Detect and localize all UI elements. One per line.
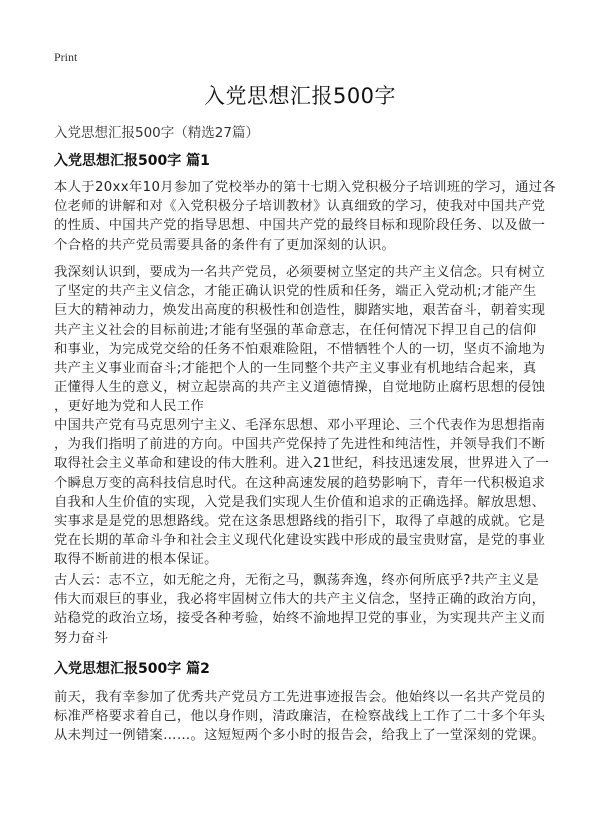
- text-line: 我深刻认识到，要成为一名共产党员，必须要树立坚定的共产主义信念。只有树立: [54, 265, 546, 280]
- text-line: 巨大的精神动力，焕发出高度的积极性和创造性，脚踏实地，艰苦奋斗，朝着实现: [54, 303, 546, 319]
- text-line: 本人于20xx年10月参加了党校举办的第十七期入党积极分子培训班的学习，通过各: [54, 180, 557, 195]
- section-heading-2: 入党思想汇报500字 篇2: [54, 661, 210, 677]
- text-line: 了坚定的共产主义信念，才能正确认识党的性质和任务，端正入党动机;才能产生: [54, 284, 537, 300]
- text-line: 从未判过一例错案……。这短短两个多小时的报告会，给我上了一堂深刻的党课。: [54, 728, 546, 744]
- text-line: 共产主义事业而奋斗;才能把个人的一生同整个共产主义事业有机地结合起来，真: [54, 360, 537, 376]
- text-line: 自我和人生价值的实现，入党是我们实现人生价值和追求的正确选择。解放思想、: [54, 494, 546, 510]
- text-line: 和事业，为完成党交给的任务不怕艰难险阻，不惜牺牲个人的一切，坚贞不渝地为: [54, 341, 546, 357]
- section-heading-1: 入党思想汇报500字 篇1: [54, 153, 210, 169]
- text-line: 伟大而艰巨的事业，我必将牢固树立伟大的共产主义信念，坚持正确的政治方向，: [54, 592, 546, 608]
- text-line: 个合格的共产党员需要具备的条件有了更加深刻的认识。: [54, 237, 396, 253]
- text-line: 努力奋斗: [54, 630, 109, 646]
- text-line: 前天，我有幸参加了优秀共产党员方工先进事迹报告会。他始终以一名共产党员的: [54, 690, 546, 705]
- text-line: 个瞬息万变的高科技信息时代。在这种高速发展的趋势影响下，青年一代积极追求: [54, 475, 546, 491]
- text-line: ，为我们指明了前进的方向。中国共产党保持了先进性和纯洁性，并领导我们不断: [54, 437, 546, 453]
- text-line: 取得不断前进的根本保证。: [54, 552, 218, 568]
- text-line: 共产主义社会的目标前进;才能有坚强的革命意志，在任何情况下捍卫自己的信仰: [54, 322, 537, 338]
- text-line: 取得社会主义革命和建设的伟大胜利。进入21世纪，科技迅速发展，世界进入了一: [54, 456, 550, 472]
- paragraph: [54, 416, 554, 570]
- text-line: 党在长期的革命斗争和社会主义现代化建设实践中形成的最宝贵财富，是党的事业: [54, 533, 546, 549]
- paragraph: [54, 688, 554, 746]
- paragraph: [54, 263, 554, 417]
- print-label: Print: [54, 50, 78, 64]
- document-subtitle: 入党思想汇报500字（精选27篇）: [54, 125, 259, 141]
- text-line: 站稳党的政治立场，接受各种考验，始终不渝地捍卫党的事业，为实现共产主义而: [54, 611, 546, 627]
- paragraph: [54, 571, 554, 648]
- text-line: 正懂得人生的意义，树立起崇高的共产主义道德情操，自觉地防止腐朽思想的侵蚀: [54, 380, 546, 396]
- text-line: 中国共产党有马克思列宁主义、毛泽东思想、邓小平理论、三个代表作为思想指南: [54, 418, 546, 433]
- paragraph: [54, 178, 557, 255]
- text-line: 标准严格要求着自己，他以身作则，清政廉洁，在检察战线上工作了二十多个年头: [54, 709, 546, 725]
- document-title: 入党思想汇报500字: [203, 84, 397, 108]
- text-line: 位老师的讲解和对《入党积极分子培训教材》认真细致的学习，使我对中国共产党: [54, 199, 546, 215]
- text-line: 的性质、中国共产党的指导思想、中国共产党的最终目标和现阶段任务、以及做一: [54, 218, 546, 234]
- text-line: ，更好地为党和人民工作: [54, 399, 205, 415]
- text-line: 实事求是是党的思想路线。党在这条思想路线的指引下，取得了卓越的成就。它是: [54, 513, 546, 529]
- text-line: 古人云：志不立，如无舵之舟，无衔之马，飘荡奔逸，终亦何所底乎?共产主义是: [54, 573, 540, 588]
